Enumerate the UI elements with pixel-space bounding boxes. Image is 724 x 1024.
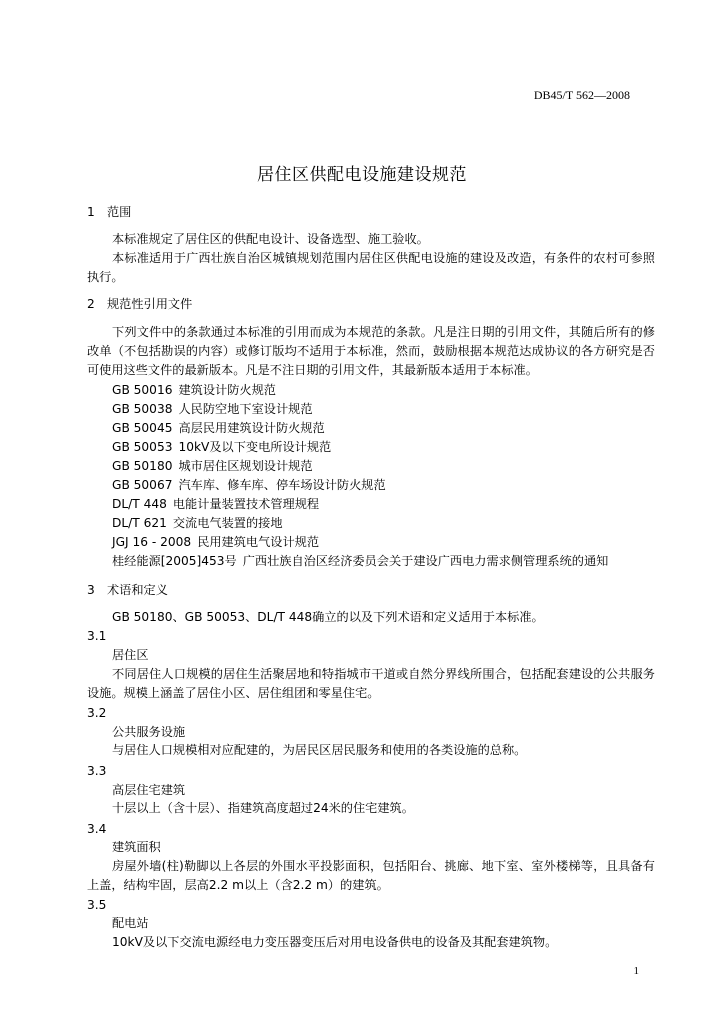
section-3-intro: GB 50180、GB 50053、DL/T 448确立的以及下列术语和定义适用于本标准。 <box>112 610 544 624</box>
reference-item <box>112 553 608 569</box>
reference-name: 城市居住区规划设计规范 <box>178 459 313 473</box>
reference-item <box>112 515 283 531</box>
reference-item <box>112 534 319 550</box>
term-definition: 十层以上（含十层）、指建筑高度超过24米的住宅建筑。 <box>112 801 414 815</box>
reference-code: GB 50045 <box>112 421 173 435</box>
term-number: 3.2 <box>87 706 107 720</box>
reference-item <box>112 401 313 417</box>
section-1-paragraph-1: 本标准规定了居住区的供配电设计、设备选型、施工验收。 <box>112 232 429 246</box>
reference-code: GB 50053 <box>112 440 173 454</box>
term-name: 居住区 <box>112 648 149 662</box>
reference-code: JGJ 16 - 2008 <box>112 535 192 549</box>
term-number: 3.1 <box>87 629 107 643</box>
reference-name: 交流电气装置的接地 <box>172 516 283 530</box>
section-1-paragraph-2: 本标准适用于广西壮族自治区城镇规划范围内居住区供配电设施的建设及改造，有条件的农村可参照执行。 <box>87 251 655 284</box>
term-name: 建筑面积 <box>112 840 161 854</box>
term-name: 高层住宅建筑 <box>112 783 186 797</box>
term-number: 3.4 <box>87 822 107 836</box>
reference-code: DL/T 621 <box>112 516 167 530</box>
term-definition: 房屋外墙(柱)勒脚以上各层的外围水平投影面积，包括阳台、挑廊、地下室、室外楼梯等，且具备有上盖，结构牢固，层高2.2 m以上（含2.2 m）的建筑。 <box>87 859 655 892</box>
term-name: 公共服务设施 <box>112 725 186 739</box>
section-title: 范围 <box>107 205 132 219</box>
term-definition: 10kV及以下交流电源经电力变压器变压后对用电设备供电的设备及其配套建筑物。 <box>112 935 558 949</box>
reference-item <box>112 496 319 512</box>
reference-name: 高层民用建筑设计防火规范 <box>178 421 325 435</box>
reference-name: 10kV及以下变电所设计规范 <box>178 440 332 454</box>
section-2-heading <box>87 296 192 312</box>
term-number: 3.5 <box>87 898 107 912</box>
section-title: 规范性引用文件 <box>107 297 193 311</box>
reference-code: GB 50016 <box>112 383 173 397</box>
reference-name: 建筑设计防火规范 <box>178 383 276 397</box>
section-3-heading <box>87 582 168 598</box>
term-number: 3.3 <box>87 764 107 778</box>
reference-name: 人民防空地下室设计规范 <box>178 402 313 416</box>
reference-item <box>112 439 331 455</box>
reference-item <box>112 477 386 493</box>
reference-item <box>112 458 313 474</box>
reference-code: DL/T 448 <box>112 497 167 511</box>
reference-code: GB 50067 <box>112 478 173 492</box>
reference-item <box>112 420 325 436</box>
section-1-heading <box>87 204 131 220</box>
reference-name: 民用建筑电气设计规范 <box>197 535 320 549</box>
reference-code: GB 50180 <box>112 459 173 473</box>
term-definition: 不同居住人口规模的居住生活聚居地和特指城市干道或自然分界线所围合，包括配套建设的公共服务设施。规模上涵盖了居住小区、居住组团和零星住宅。 <box>87 667 655 700</box>
reference-code: 桂经能源[2005]453号 <box>112 554 237 568</box>
reference-item <box>112 382 276 398</box>
reference-name: 电能计量装置技术管理规程 <box>172 497 320 511</box>
term-name: 配电站 <box>112 916 149 930</box>
section-number: 2 <box>87 297 95 311</box>
document-title: 居住区供配电设施建设规范 <box>257 165 467 185</box>
page-number: 1 <box>633 965 639 977</box>
section-title: 术语和定义 <box>107 583 168 597</box>
section-number: 1 <box>87 205 95 219</box>
section-2-paragraph: 下列文件中的条款通过本标准的引用而成为本规范的条款。凡是注日期的引用文件，其随后所有的修改单（不包括勘误的内容）或修订版均不适用于本标准，然而，鼓励根据本规范达成协议的各方研究是否可使用这些文件的最新版本。凡是不注日期的引用文件，其最新版本适用于本标准。 <box>87 325 655 377</box>
reference-name: 广西壮族自治区经济委员会关于建设广西电力需求侧管理系统的通知 <box>242 554 609 568</box>
standard-code: DB45/T 562—2008 <box>533 88 630 102</box>
section-number: 3 <box>87 583 95 597</box>
reference-code: GB 50038 <box>112 402 173 416</box>
reference-name: 汽车库、修车库、停车场设计防火规范 <box>178 478 386 492</box>
term-definition: 与居住人口规模相对应配建的，为居民区居民服务和使用的各类设施的总称。 <box>112 743 527 757</box>
